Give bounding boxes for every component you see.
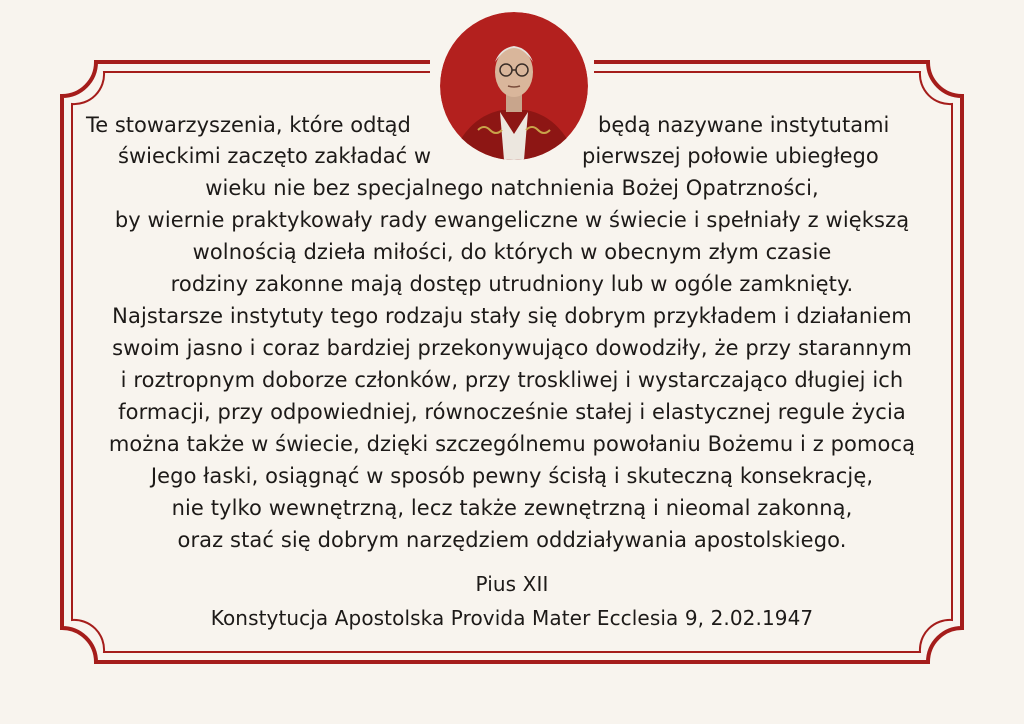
quote-line: Najstarsze instytuty tego rodzaju stały się dobrym przykładem i działaniem <box>112 304 912 328</box>
quote-line: nie tylko wewnętrzną, lecz także zewnętrzną i nieomal zakonną, <box>171 496 853 520</box>
pope-portrait-icon <box>440 12 588 160</box>
quote-line-1-left: Te stowarzyszenia, które odtąd <box>86 113 411 137</box>
portrait-image <box>440 12 588 160</box>
quote-line: wieku nie bez specjalnego natchnienia Bożej Opatrzności, <box>205 176 819 200</box>
quote-line: oraz stać się dobrym narzędziem oddziaływania apostolskiego. <box>177 528 847 552</box>
quote-line-1-right: będą nazywane instytutami <box>598 113 890 137</box>
quote-line: można także w świecie, dzięki szczególnemu powołaniu Bożemu i z pomocą <box>108 432 916 456</box>
quote-line: Jego łaski, osiągnąć w sposób pewny ścisłą i skuteczną konsekrację, <box>150 464 874 488</box>
quote-line: swoim jasno i coraz bardziej przekonywująco dowodziły, że przy starannym <box>112 336 912 360</box>
quote-line-2-right: pierwszej połowie ubiegłego <box>582 144 879 168</box>
quote-line-2-left: świeckimi zaczęto zakładać w <box>118 144 432 168</box>
quote-line: rodziny zakonne mają dostęp utrudniony lub w ogóle zamknięty. <box>170 272 854 296</box>
quote-line: by wiernie praktykowały rady ewangeliczne w świecie i spełniały z większą <box>114 208 910 232</box>
attribution-source: Konstytucja Apostolska Provida Mater Ecclesia 9, 2.02.1947 <box>210 606 814 630</box>
attribution-author: Pius XII <box>475 572 549 596</box>
quote-line: formacji, przy odpowiedniej, równocześnie stałej i elastycznej regule życia <box>118 400 906 424</box>
quote-line: wolnością dzieła miłości, do których w obecnym złym czasie <box>192 240 832 264</box>
quote-line: i roztropnym doborze członków, przy troskliwej i wystarczająco długiej ich <box>120 368 904 392</box>
